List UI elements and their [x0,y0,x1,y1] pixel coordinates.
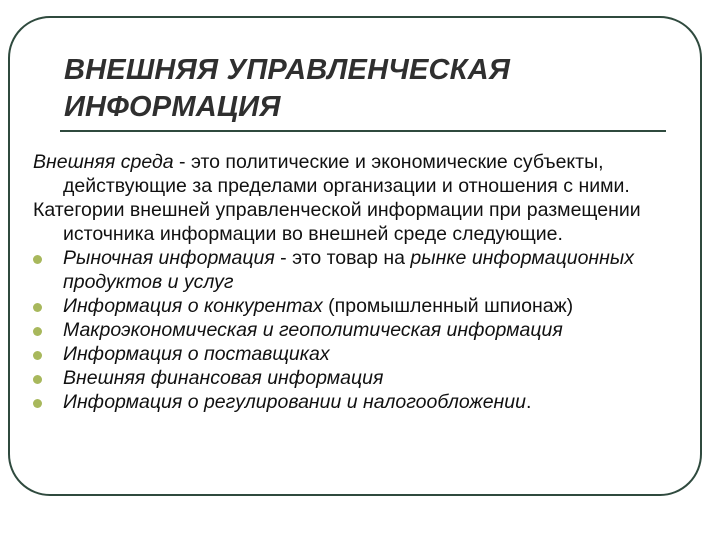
slide-title [64,52,510,126]
definition-text: - это политические и экономические субъекты, действующие за пределами организации и отношения с ними. [63,151,630,197]
bullet-icon [33,351,42,360]
definition-term: Внешняя среда [33,151,174,173]
item-text: - это товар на [274,247,411,269]
item-text-italic: рынке информационных продуктов и услуг [63,247,634,293]
bullet-icon [33,375,42,384]
definition-paragraph [33,150,693,198]
bullet-icon [33,399,42,408]
slide-title-line-1: ВНЕШНЯЯ УПРАВЛЕНЧЕСКАЯ [64,54,511,86]
list-item [33,294,693,318]
bullet-icon [33,303,42,312]
bullet-icon [33,255,42,264]
item-text-italic: Информация о поставщиках [63,343,330,365]
slide-title-line-2: ИНФОРМАЦИЯ [64,91,281,123]
title-underline [60,130,666,132]
list-item [33,342,693,366]
list-item [33,366,693,390]
item-text: (промышленный шпионаж) [322,295,574,317]
categories-intro: Категории внешней управленческой информации при размещении источника информации во внешней среде следующие. [33,199,641,245]
item-text-italic: Информация о регулировании и налогообложении [63,391,526,413]
list-item [33,390,693,414]
item-text-italic: Макроэкономическая и геополитическая информация [63,319,563,341]
slide-body [33,150,693,414]
list-item [33,246,693,294]
item-text: . [525,391,532,413]
item-text-italic: Внешняя финансовая информация [63,367,384,389]
list-item [33,318,693,342]
bullet-icon [33,327,42,336]
item-text-italic: Рыночная информация [63,247,275,269]
item-text-italic: Информация о конкурентах [63,295,323,317]
categories-list [33,246,693,414]
